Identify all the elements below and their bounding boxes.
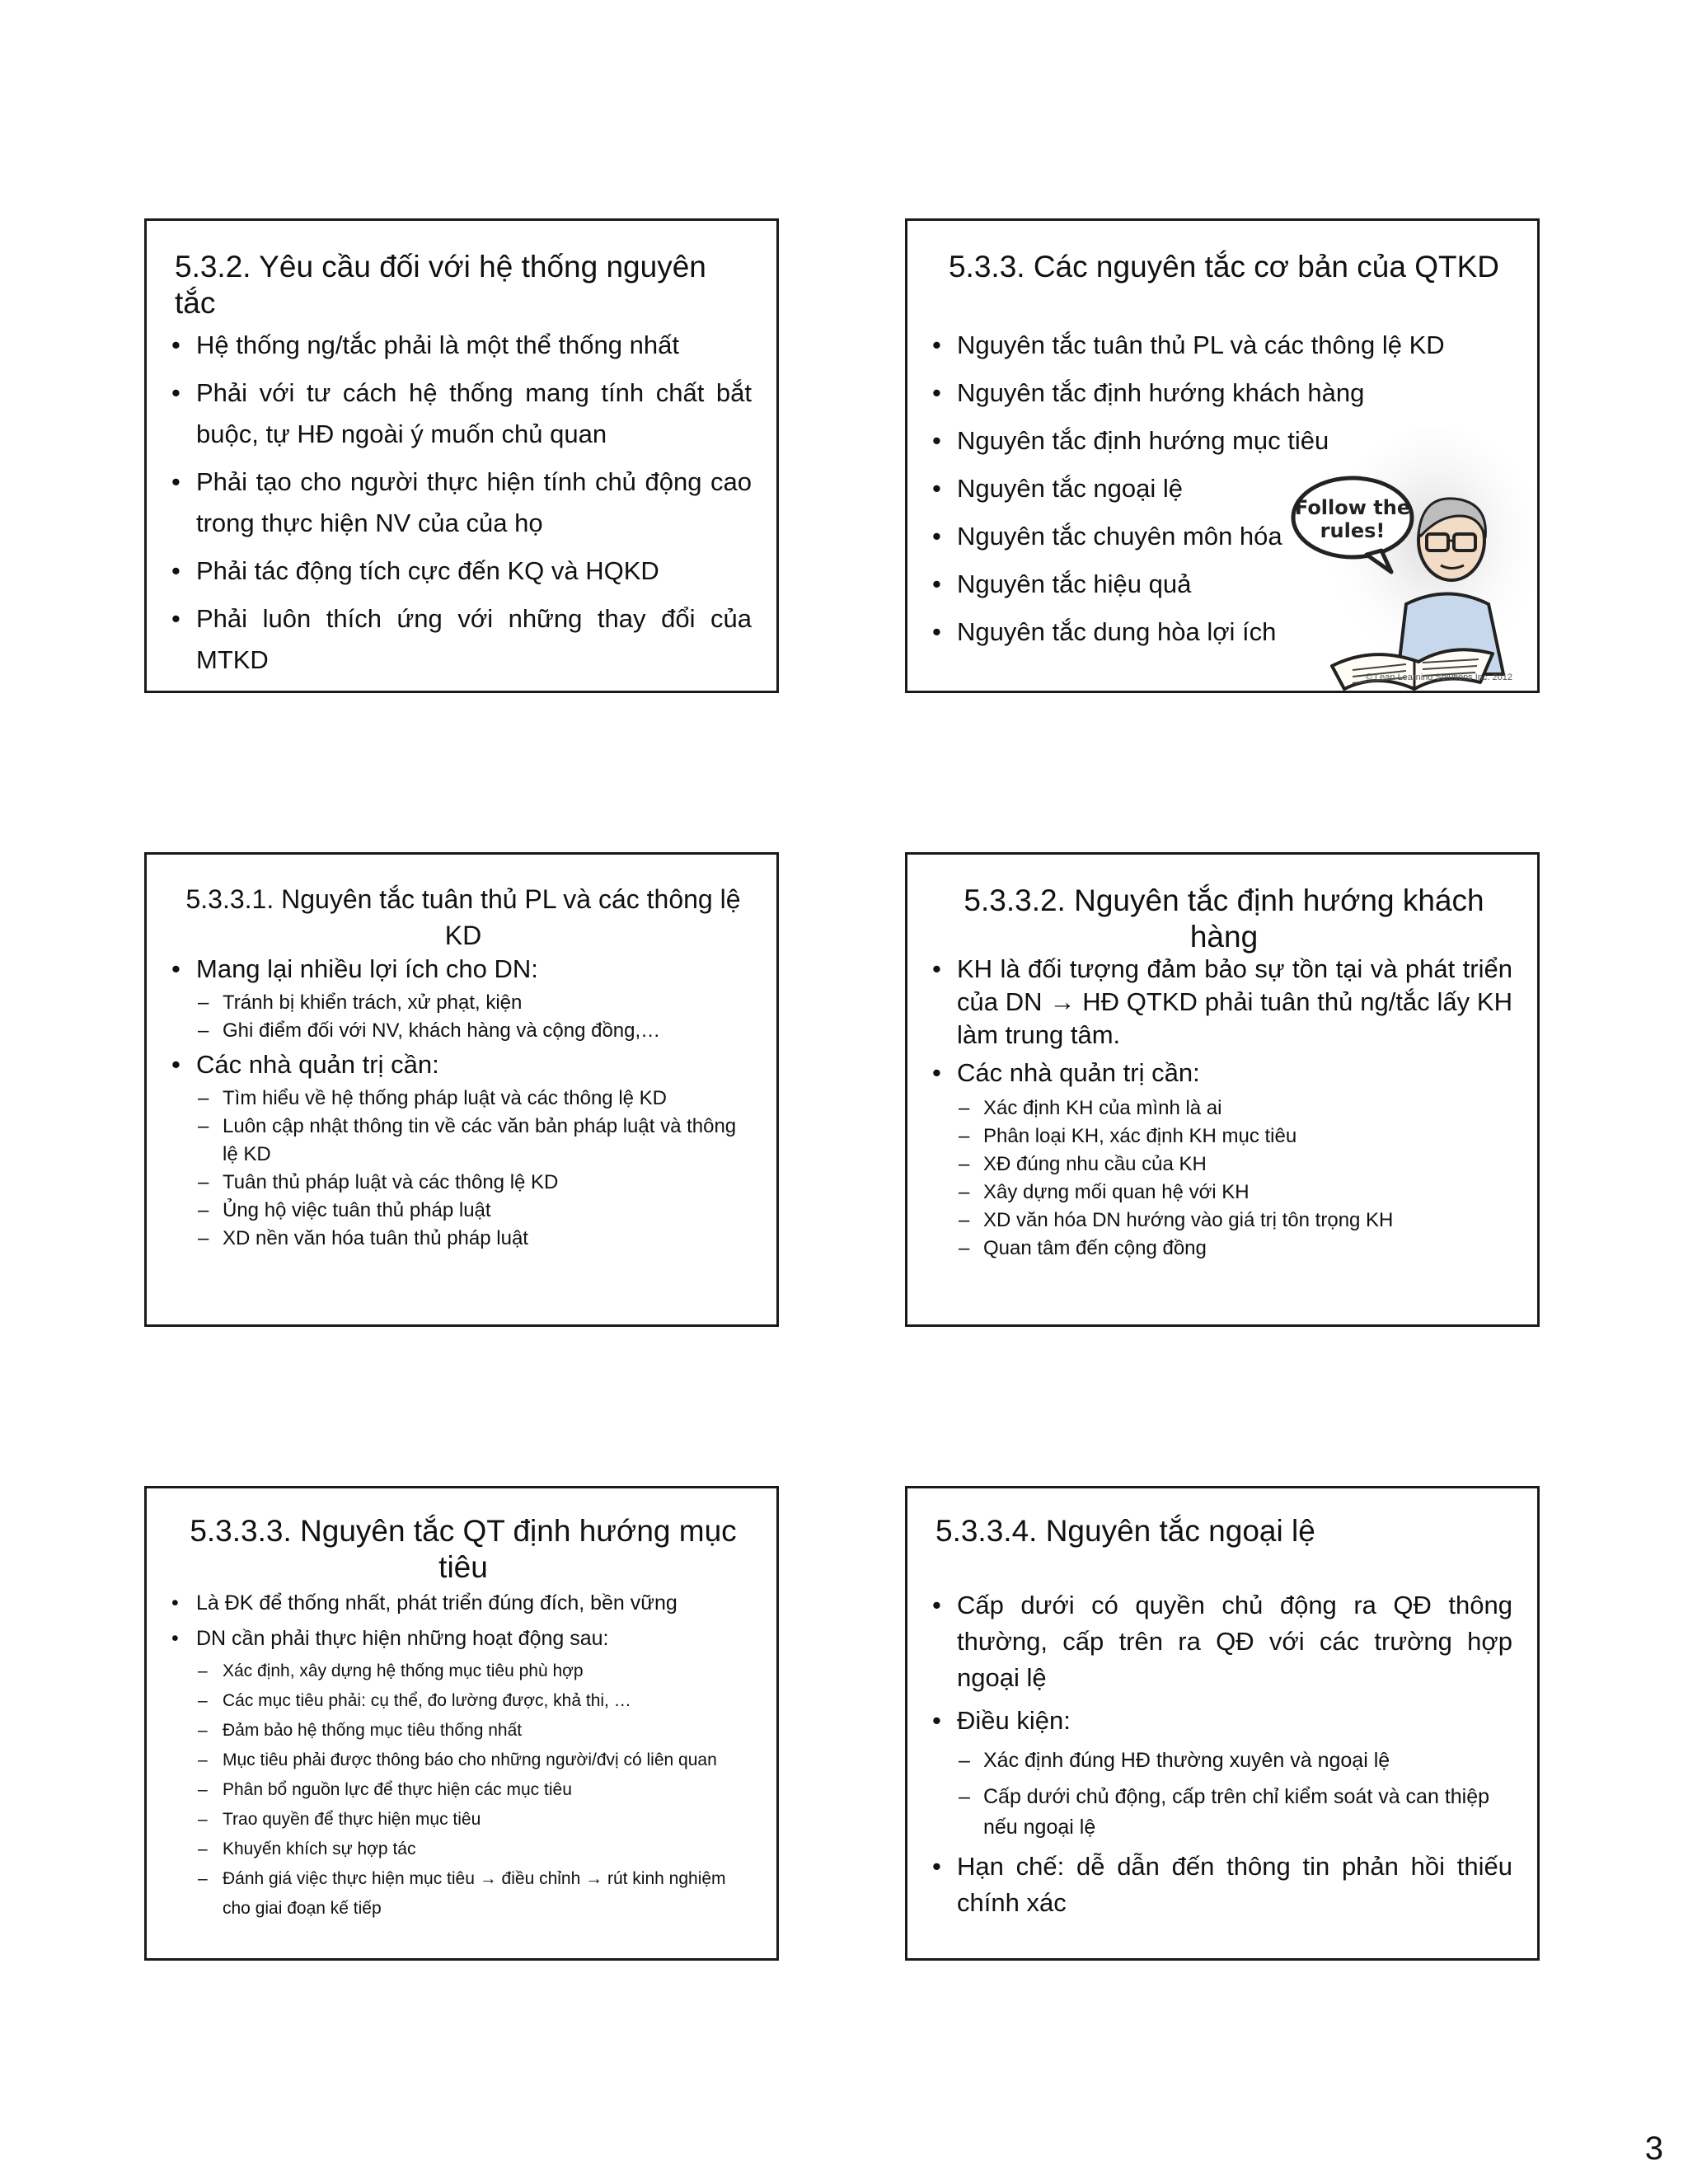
sub-list-item: – Luôn cập nhật thông tin về các văn bản pháp luật và thông lệ KD — [170, 1113, 752, 1169]
list-item: • Cấp dưới có quyền chủ động ra QĐ thông thường, cấp trên ra QĐ với các trường hợp ngoại lệ — [931, 1587, 1512, 1696]
sub-list-item: – Cấp dưới chủ động, cấp trên chỉ kiểm soát và can thiệp nếu ngoại lệ — [931, 1782, 1512, 1843]
dash-icon: – — [959, 1097, 970, 1119]
sub-list-item: – Ghi điểm đối với NV, khách hàng và cộng đồng,… — [170, 1017, 752, 1045]
bullet-icon: • — [932, 378, 941, 407]
bullet-icon: • — [932, 1706, 941, 1735]
list-item: • Hạn chế: dễ dẫn đến thông tin phản hồi thiếu chính xác — [931, 1849, 1512, 1921]
dash-icon: – — [198, 1199, 209, 1221]
slide-customer-orientation — [905, 852, 1540, 1327]
sub-list-item: – Xác định đúng HĐ thường xuyên và ngoại lệ — [931, 1746, 1512, 1776]
sub-list-item: – Tránh bị khiển trách, xử phạt, kiện — [170, 989, 752, 1017]
sub-list-item: – Đánh giá việc thực hiện mục tiêu → điều chỉnh → rút kinh nghiệm cho giai đoạn kế tiếp — [170, 1864, 752, 1924]
list-item: • Nguyên tắc ngoại lệ — [931, 468, 1445, 509]
slide-title: 5.3.3.3. Nguyên tắc QT định hướng mục tiêu — [190, 1514, 737, 1584]
sub-list-item: – Khuyến khích sự hợp tác — [170, 1835, 752, 1864]
page-number: 3 — [1644, 2130, 1663, 2167]
slide-title: 5.3.3.4. Nguyên tắc ngoại lệ — [935, 1514, 1315, 1548]
sub-list-item: – Ủng hộ việc tuân thủ pháp luật — [170, 1197, 752, 1225]
dash-icon: – — [198, 1171, 209, 1193]
list-item: • Nguyên tắc định hướng mục tiêu — [931, 420, 1445, 462]
list-item: • Phải luôn thích ứng với những thay đổi của MTKD — [170, 598, 752, 681]
sub-list-item: – Xây dựng mối quan hệ với KH — [931, 1179, 1512, 1207]
bullet-icon: • — [171, 954, 181, 983]
dash-icon: – — [959, 1181, 970, 1203]
sub-list-item: – Trao quyền để thực hiện mục tiêu — [170, 1805, 752, 1835]
slide-title: 5.3.3.2. Nguyên tắc định hướng khách hàng — [964, 883, 1484, 954]
slide-exception-principle — [905, 1486, 1540, 1961]
list-item: • Phải tạo cho người thực hiện tính chủ động cao trong thực hiện NV của của họ — [170, 462, 752, 544]
list-item: • Hệ thống ng/tắc phải là một thể thống nhất — [170, 325, 752, 366]
sub-list-item: – Tuân thủ pháp luật và các thông lệ KD — [170, 1169, 752, 1197]
list-item: • Là ĐK để thống nhất, phát triển đúng đích, bền vững — [170, 1586, 752, 1621]
sub-list-item: – XD nền văn hóa tuân thủ pháp luật — [170, 1225, 752, 1253]
bullet-icon: • — [171, 467, 181, 496]
list-item: • Nguyên tắc hiệu quả — [931, 564, 1445, 605]
bullet-icon: • — [932, 1591, 941, 1619]
list-item: • Điều kiện: — [931, 1703, 1512, 1739]
bullet-icon: • — [932, 330, 941, 359]
bullet-icon: • — [932, 426, 941, 455]
dash-icon: – — [959, 1153, 970, 1175]
reading-man-illustration — [1282, 427, 1530, 691]
bullet-list — [931, 949, 1512, 1263]
sub-list-item: – Quan tâm đến cộng đồng — [931, 1235, 1512, 1263]
slide-requirements — [144, 218, 779, 693]
bullet-icon: • — [932, 1058, 941, 1087]
slide-title: 5.3.3. Các nguyên tắc cơ bản của QTKD — [948, 250, 1499, 284]
copyright-note: © Lean Learning Solutions Inc. 2012 — [1365, 673, 1512, 682]
sub-list-item: – Xác định, xây dựng hệ thống mục tiêu phù hợp — [170, 1657, 752, 1686]
list-item: • Nguyên tắc dung hòa lợi ích — [931, 612, 1445, 653]
slide-title: 5.3.2. Yêu cầu đối với hệ thống nguyên tắc — [175, 250, 706, 320]
dash-icon: – — [198, 1227, 209, 1249]
dash-icon: – — [959, 1125, 970, 1147]
bullet-icon: • — [171, 556, 181, 585]
dash-icon: – — [198, 1691, 208, 1710]
dash-icon: – — [959, 1209, 970, 1231]
dash-icon: – — [959, 1749, 970, 1772]
bullet-icon: • — [932, 569, 941, 598]
bullet-list — [170, 325, 752, 687]
list-item: • Nguyên tắc chuyên môn hóa — [931, 516, 1445, 557]
sub-list-item: – Phân bổ nguồn lực để thực hiện các mục tiêu — [170, 1775, 752, 1805]
list-item: • Các nhà quản trị cần: — [170, 1048, 752, 1081]
dash-icon: – — [198, 1750, 208, 1769]
dash-icon: – — [198, 991, 209, 1014]
slide-title: 5.3.3.1. Nguyên tắc tuân thủ PL và các thông lệ KD — [185, 884, 741, 950]
dash-icon: – — [198, 1721, 208, 1740]
bullet-icon: • — [932, 1852, 941, 1881]
dash-icon: – — [198, 1661, 208, 1680]
sub-list-item: – Các mục tiêu phải: cụ thể, đo lường được, khả thi, … — [170, 1686, 752, 1716]
bullet-icon: • — [171, 1627, 179, 1650]
slide-basic-principles — [905, 218, 1540, 693]
list-item: • Nguyên tắc tuân thủ PL và các thông lệ KD — [931, 325, 1445, 366]
dash-icon: – — [198, 1869, 208, 1888]
list-item: • DN cần phải thực hiện những hoạt động sau: — [170, 1621, 752, 1657]
list-item: • Phải tác động tích cực đến KQ và HQKD — [170, 551, 752, 592]
sub-list-item: – Xác định KH của mình là ai — [931, 1094, 1512, 1122]
sub-list-item: – XĐ đúng nhu cầu của KH — [931, 1151, 1512, 1179]
bullet-icon: • — [932, 617, 941, 646]
sub-list-item: – Tìm hiểu về hệ thống pháp luật và các thông lệ KD — [170, 1085, 752, 1113]
list-item: • Mang lại nhiều lợi ích cho DN: — [170, 953, 752, 986]
bullet-icon: • — [932, 474, 941, 503]
dash-icon: – — [959, 1237, 970, 1259]
sub-list-item: – XD văn hóa DN hướng vào giá trị tôn trọng KH — [931, 1207, 1512, 1235]
bullet-list — [170, 949, 752, 1253]
dash-icon: – — [198, 1087, 209, 1109]
dash-icon: – — [198, 1115, 209, 1137]
sub-list-item: – Mục tiêu phải được thông báo cho những người/đvị có liên quan — [170, 1746, 752, 1775]
slide-goal-orientation — [144, 1486, 779, 1961]
bullet-icon: • — [932, 954, 941, 983]
list-item: • Các nhà quản trị cần: — [931, 1057, 1512, 1090]
bullet-list — [170, 1586, 752, 1924]
sub-list-item: – Phân loại KH, xác định KH mục tiêu — [931, 1122, 1512, 1151]
sub-list-item: – Đảm bảo hệ thống mục tiêu thống nhất — [170, 1716, 752, 1746]
bullet-list — [931, 1587, 1512, 1928]
dash-icon: – — [198, 1810, 208, 1829]
bullet-icon: • — [171, 604, 181, 633]
speech-bubble-text-2: rules! — [1320, 519, 1386, 542]
bullet-icon: • — [171, 378, 181, 407]
bullet-icon: • — [171, 1591, 179, 1615]
speech-bubble-text-1: Follow the — [1294, 496, 1411, 519]
bullet-icon: • — [171, 330, 181, 359]
list-item: • Nguyên tắc định hướng khách hàng — [931, 373, 1445, 414]
dash-icon: – — [198, 1780, 208, 1799]
bullet-icon: • — [171, 1050, 181, 1079]
dash-icon: – — [198, 1019, 209, 1042]
list-item: • Phải với tư cách hệ thống mang tính chất bắt buộc, tự HĐ ngoài ý muốn chủ quan — [170, 373, 752, 455]
bullet-icon: • — [932, 522, 941, 551]
dash-icon: – — [959, 1785, 970, 1808]
slide-legal-compliance — [144, 852, 779, 1327]
list-item: • KH là đối tượng đảm bảo sự tồn tại và phát triển của DN → HĐ QTKD phải tuân thủ ng/tắc lấy KH làm trung tâm. — [932, 954, 1512, 1049]
dash-icon: – — [198, 1840, 208, 1858]
